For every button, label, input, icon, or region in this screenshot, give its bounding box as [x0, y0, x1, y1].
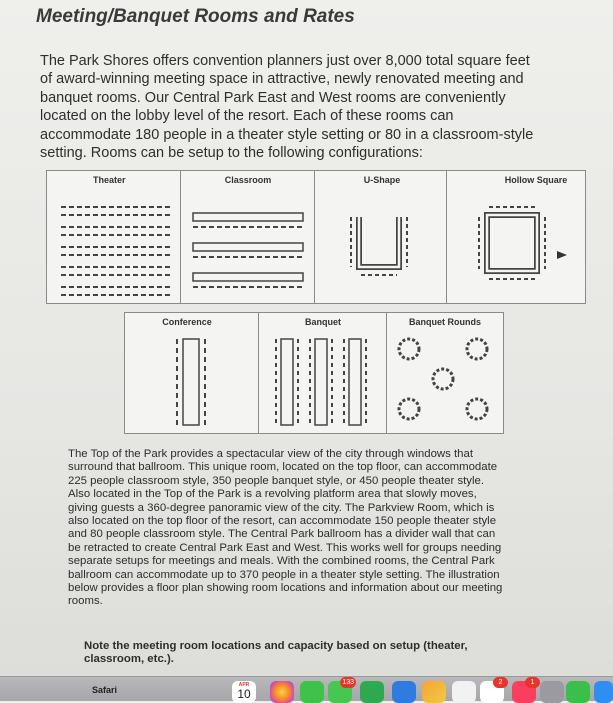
- body-paragraph: The Top of the Park provides a spectacular view of the city through windows that surround that ballroom. This unique room, located on the top floor, can accommodate 225 people classroom style, 350 people banquet style, or 450 people theater style. Also located in the Top of the Park is a revolving platform area that slowly moves, giving guests a 360-degree panoramic view of the city. The Parkview Room, which is also located on the top floor of the resort, can accommodate 150 people theater style and 80 people classroom style. The Central Park ballroom has a divider wall that can be retracted to create Central Park East and West. This works well for groups needing separate setups for meetings and meals. With the combined rooms, the Central Park ballroom can accommodate up to 370 people in a theater style setting. The illustration below provides a floor plan showing room locations and information about our meeting rooms.: [68, 448, 503, 608]
- music-badge: 1: [525, 677, 540, 688]
- classroom-diagram: [180, 170, 316, 304]
- banquet-label: Banquet: [305, 317, 341, 327]
- classroom-label: Classroom: [224, 175, 272, 185]
- u-shape-tables-icon: [315, 171, 449, 303]
- conference-diagram: [124, 312, 260, 434]
- page-title: Meeting/Banquet Rooms and Rates: [36, 6, 355, 27]
- banquet-rounds-tables-icon: [387, 313, 503, 433]
- classroom-tables-icon: [181, 171, 315, 303]
- messages-badge: 133: [342, 679, 354, 686]
- conference-table-icon: [125, 313, 259, 433]
- dock-app-label: Safari: [92, 685, 118, 695]
- calendar-day: 10: [237, 687, 251, 701]
- theater-label: Theater: [93, 175, 126, 185]
- banquet-rounds-diagram: [386, 312, 504, 434]
- hollow-square-diagram: [446, 170, 586, 304]
- banquet-diagram: [258, 312, 388, 434]
- conference-label: Conference: [162, 317, 212, 327]
- reminders-badge: 2: [493, 677, 508, 688]
- note-paragraph: Note the meeting room locations and capacity based on setup (theater, classroom, etc.).: [84, 640, 468, 666]
- banquet-tables-icon: [259, 313, 387, 433]
- u-shape-diagram: [314, 170, 450, 304]
- calendar-month: APR: [238, 682, 250, 688]
- u-shape-label: U-Shape: [363, 175, 401, 185]
- hollow-square-label: Hollow Square: [504, 175, 568, 185]
- dock: [0, 676, 613, 701]
- theater-seating-icon: [47, 171, 183, 303]
- intro-paragraph: The Park Shores offers convention planners just over 8,000 total square feet of award-winning meeting space in attractive, newly renovated meeting and banquet rooms. Our Central Park East and West rooms are conveniently located on the lobby level of the resort. Each of these rooms can accommodate 180 people in a theater style setting or 80 in a classroom-style setting. Rooms can be setup to the following configurations:: [40, 53, 534, 162]
- hollow-square-tables-icon: [447, 171, 585, 303]
- theater-diagram: [46, 170, 184, 304]
- banquet-rounds-label: Banquet Rounds: [409, 317, 481, 327]
